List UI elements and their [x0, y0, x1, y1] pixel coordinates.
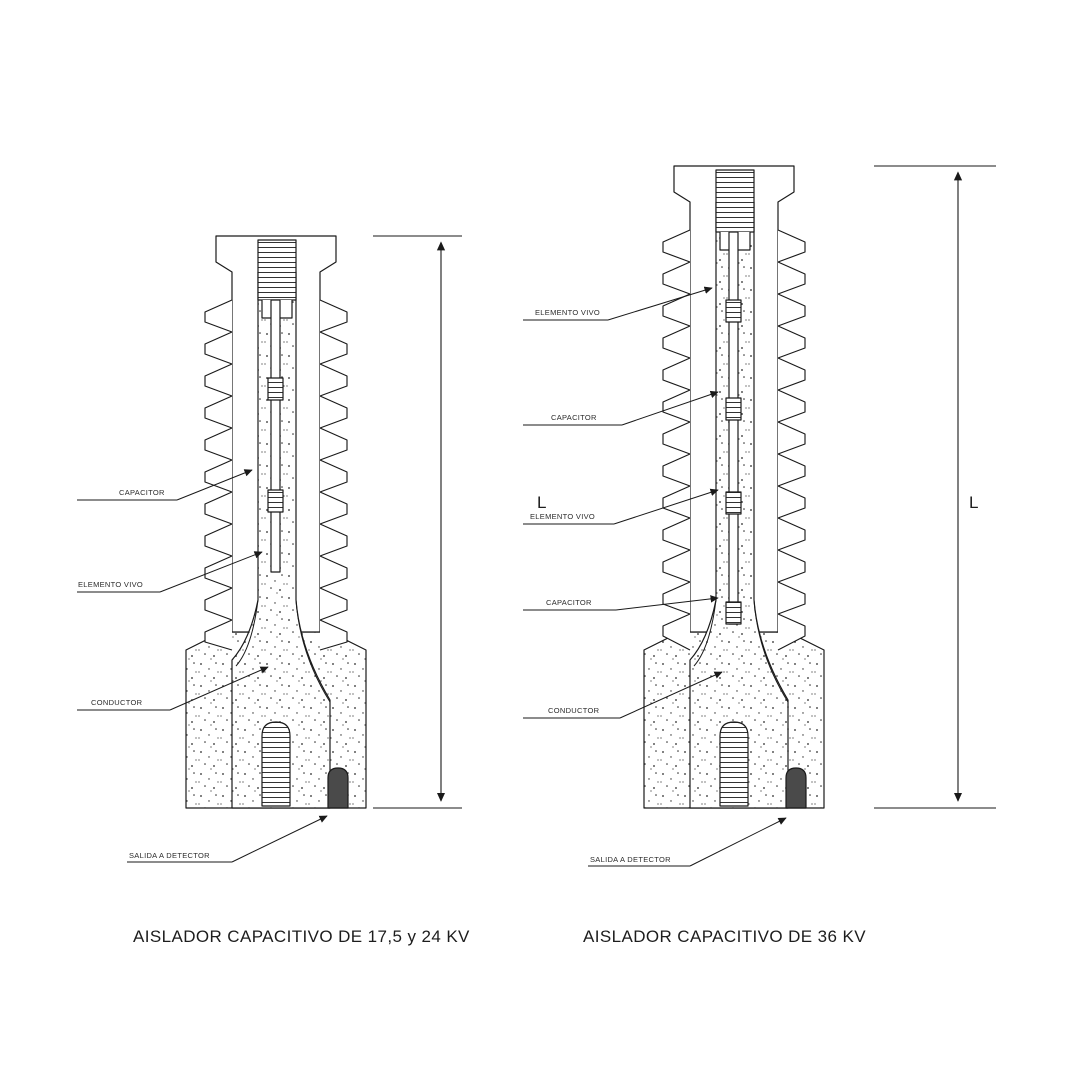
dimension-label-right: L: [969, 493, 979, 512]
dimension-right: [874, 166, 996, 808]
callout-right-salida-a-detector: SALIDA A DETECTOR: [590, 855, 671, 864]
dimension-left: [373, 236, 462, 808]
insulator-left: [186, 236, 366, 808]
callout-right-conductor: CONDUCTOR: [548, 706, 600, 715]
callout-right-capacitor-1: CAPACITOR: [551, 413, 597, 422]
callout-right-elemento-vivo-1: ELEMENTO VIVO: [535, 308, 601, 317]
callout-left-capacitor: CAPACITOR: [119, 488, 165, 497]
insulator-right: [644, 166, 824, 808]
caption-left-insulator: AISLADOR CAPACITIVO DE 17,5 y 24 KV: [133, 927, 470, 946]
caption-right-insulator: AISLADOR CAPACITIVO DE 36 KV: [583, 927, 866, 946]
callout-left-salida-a-detector: SALIDA A DETECTOR: [129, 851, 210, 860]
callout-left-conductor: CONDUCTOR: [91, 698, 143, 707]
callout-right-capacitor-2: CAPACITOR: [546, 598, 592, 607]
callout-left-elemento-vivo: ELEMENTO VIVO: [78, 580, 144, 589]
callout-right-elemento-vivo-2: ELEMENTO VIVO: [530, 512, 596, 521]
dimension-label-left: L: [537, 493, 547, 512]
